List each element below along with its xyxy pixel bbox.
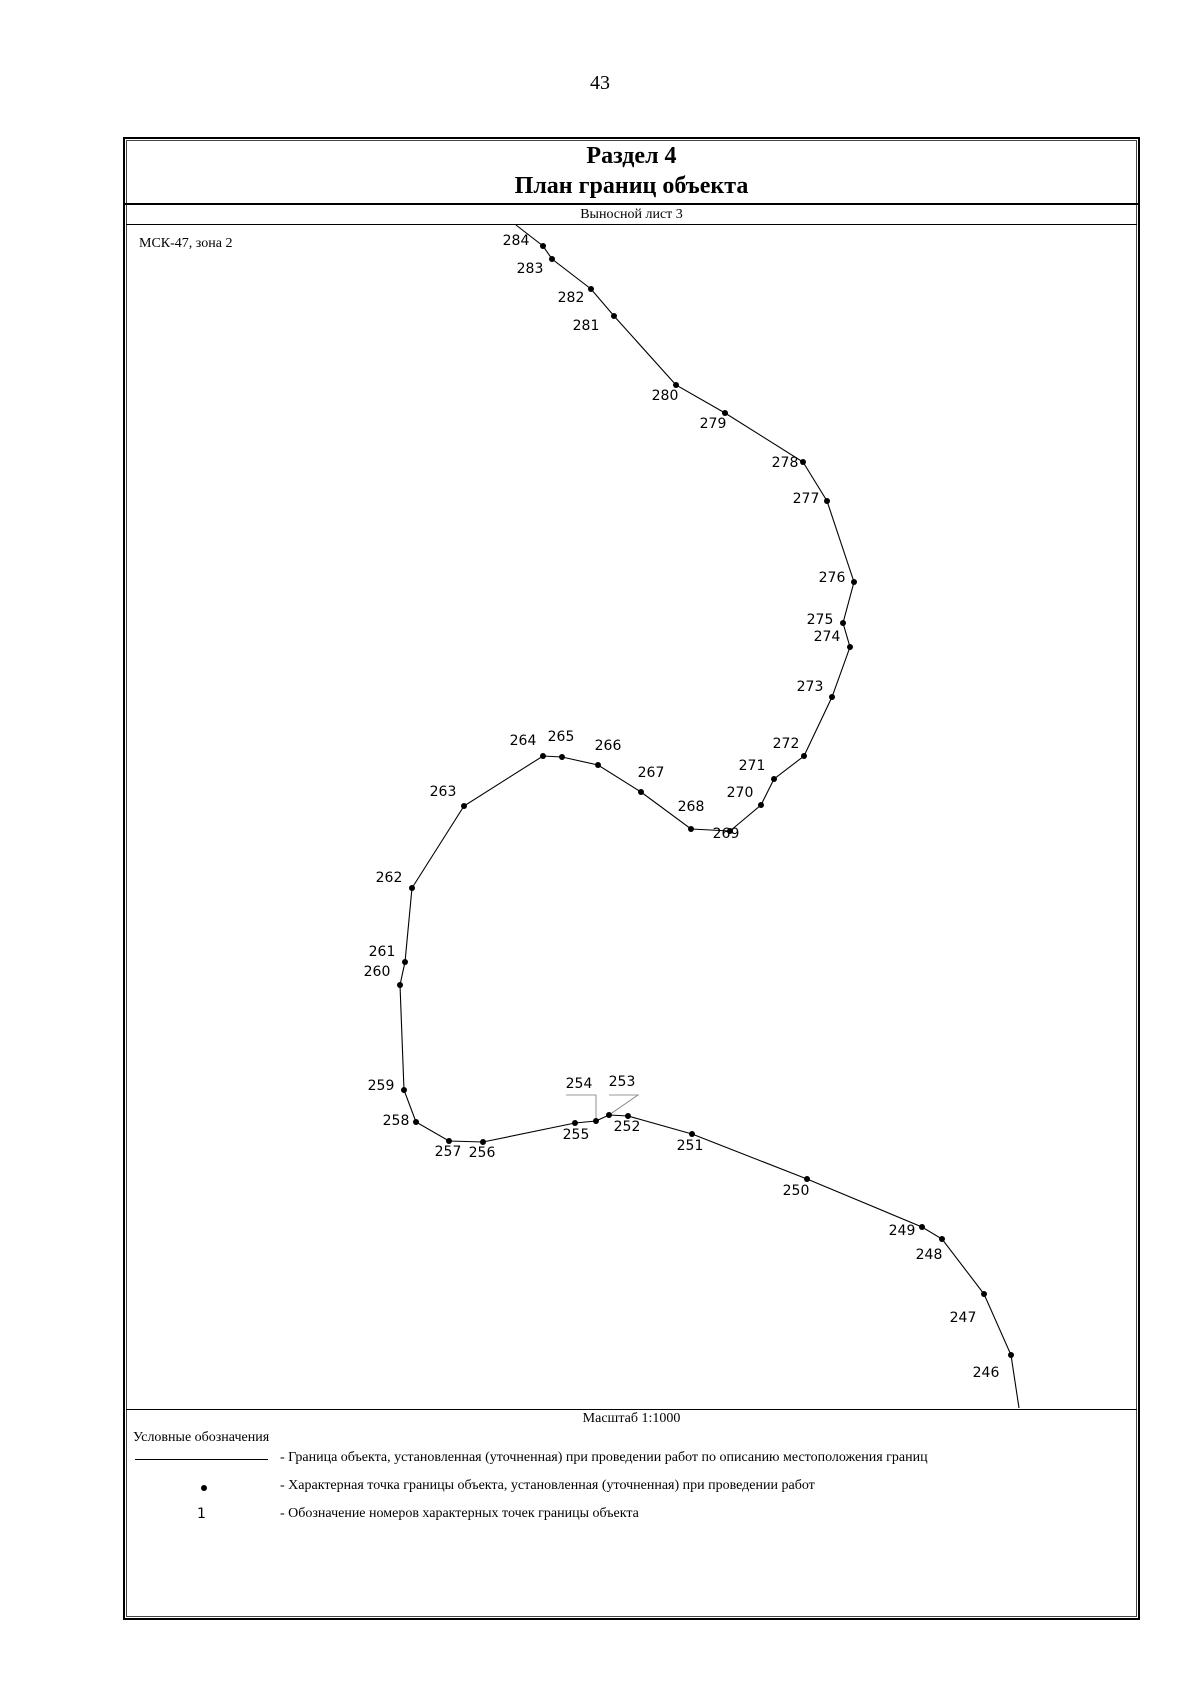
point-label-275: 275 [806, 612, 834, 628]
point-label-284: 284 [502, 233, 530, 249]
point-label-256: 256 [468, 1145, 496, 1161]
point-label-259: 259 [367, 1078, 395, 1094]
boundary-point-284 [540, 243, 546, 249]
boundary-point-276 [851, 579, 857, 585]
coordinate-system-label: МСК-47, зона 2 [139, 236, 233, 251]
legend-number-sample: 1 [197, 1506, 206, 1522]
point-label-258: 258 [382, 1113, 410, 1129]
point-label-262: 262 [375, 870, 403, 886]
boundary-point-250 [804, 1176, 810, 1182]
boundary-point-270 [758, 802, 764, 808]
point-label-279: 279 [699, 416, 727, 432]
point-label-280: 280 [651, 388, 679, 404]
point-label-264: 264 [509, 733, 537, 749]
boundary-point-274 [847, 644, 853, 650]
boundary-point-277 [824, 498, 830, 504]
point-label-283: 283 [516, 261, 544, 277]
boundary-point-246 [1008, 1352, 1014, 1358]
boundary-point-258 [413, 1119, 419, 1125]
legend-item-number [133, 1504, 1133, 1526]
sheet-label: Выносной лист 3 [580, 207, 683, 222]
point-label-266: 266 [594, 738, 622, 754]
boundary-point-281 [611, 313, 617, 319]
boundary-point-260 [397, 982, 403, 988]
legend-item-text: - Граница объекта, установленная (уточненная) при проведении работ по описанию местоположения границ [280, 1450, 928, 1465]
boundary-point-283 [549, 256, 555, 262]
boundary-line [400, 225, 1019, 1408]
legend-item-text: - Характерная точка границы объекта, установленная (уточненная) при проведении работ [280, 1478, 815, 1493]
boundary-point-278 [800, 459, 806, 465]
plan-title: План границ объекта [514, 173, 749, 199]
legend-title: Условные обозначения [133, 1430, 270, 1445]
boundary-point-262 [409, 885, 415, 891]
boundary-point-254 [593, 1118, 599, 1124]
boundary-point-259 [401, 1087, 407, 1093]
point-label-254: 254 [565, 1076, 593, 1092]
legend-dot-symbol [133, 1476, 268, 1498]
point-label-255: 255 [562, 1127, 590, 1143]
point-label-282: 282 [557, 290, 585, 306]
scale-divider [126, 1409, 1137, 1410]
point-label-274: 274 [813, 629, 841, 645]
legend-item-text: - Обозначение номеров характерных точек границы объекта [280, 1506, 639, 1521]
point-label-276: 276 [818, 570, 846, 586]
boundary-point-275 [840, 620, 846, 626]
point-label-253: 253 [608, 1074, 636, 1090]
point-label-249: 249 [888, 1223, 916, 1239]
boundary-point-267 [638, 789, 644, 795]
point-label-268: 268 [677, 799, 705, 815]
boundary-point-261 [402, 959, 408, 965]
section-title: Раздел 4 [586, 143, 677, 169]
point-label-281: 281 [572, 318, 600, 334]
boundary-point-251 [689, 1131, 695, 1137]
point-label-277: 277 [792, 491, 820, 507]
boundary-point-268 [688, 826, 694, 832]
point-label-263: 263 [429, 784, 457, 800]
point-label-248: 248 [915, 1247, 943, 1263]
point-label-261: 261 [368, 944, 396, 960]
legend-item-point [133, 1476, 1133, 1498]
legend-line-symbol [133, 1448, 268, 1470]
point-label-251: 251 [676, 1138, 704, 1154]
point-label-269: 269 [712, 826, 740, 842]
label-leader-254 [566, 1095, 596, 1121]
point-label-246: 246 [972, 1365, 1000, 1381]
point-label-250: 250 [782, 1183, 810, 1199]
boundary-point-248 [939, 1236, 945, 1242]
boundary-point-273 [829, 694, 835, 700]
point-label-278: 278 [771, 455, 799, 471]
boundary-point-272 [801, 753, 807, 759]
boundary-point-263 [461, 803, 467, 809]
point-label-270: 270 [726, 785, 754, 801]
boundary-point-266 [595, 762, 601, 768]
legend-number-symbol [133, 1504, 268, 1526]
scale-label: Масштаб 1:1000 [582, 1411, 681, 1426]
point-label-273: 273 [796, 679, 824, 695]
point-label-257: 257 [434, 1144, 462, 1160]
page-number: 43 [590, 72, 610, 94]
point-label-260: 260 [363, 964, 391, 980]
boundary-point-253 [606, 1112, 612, 1118]
boundary-point-271 [771, 776, 777, 782]
boundary-point-282 [588, 286, 594, 292]
boundary-point-264 [540, 753, 546, 759]
point-label-272: 272 [772, 736, 800, 752]
point-label-267: 267 [637, 765, 665, 781]
boundary-point-255 [572, 1120, 578, 1126]
boundary-point-247 [981, 1291, 987, 1297]
label-leader-253 [609, 1095, 638, 1115]
legend-item-boundary [133, 1448, 1133, 1470]
point-label-247: 247 [949, 1310, 977, 1326]
point-label-271: 271 [738, 758, 766, 774]
point-label-252: 252 [613, 1119, 641, 1135]
point-label-265: 265 [547, 729, 575, 745]
boundary-point-265 [559, 754, 565, 760]
boundary-point-249 [919, 1224, 925, 1230]
